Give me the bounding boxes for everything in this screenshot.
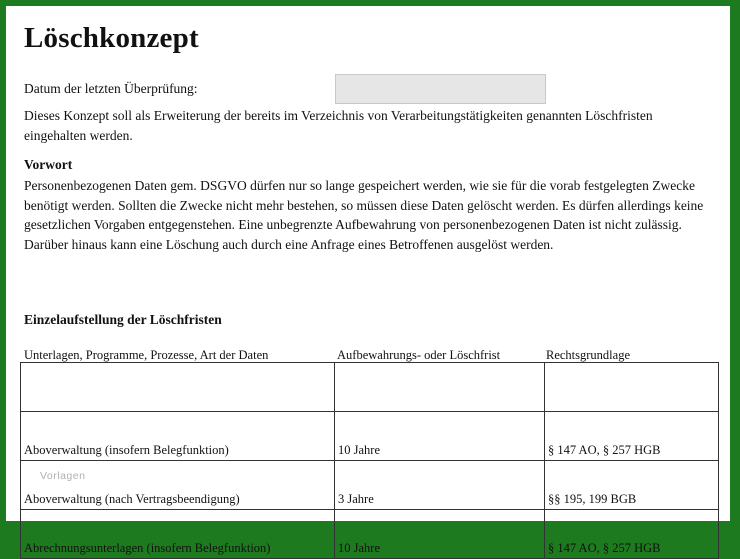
vorwort-heading: Vorwort bbox=[24, 157, 73, 172]
document-title: Löschkonzept bbox=[24, 22, 199, 54]
table-row bbox=[21, 461, 719, 510]
table-cell-period bbox=[335, 363, 545, 412]
watermark-text: Vorlagen bbox=[40, 470, 86, 482]
table-cell-period: 3 Jahre bbox=[335, 461, 545, 510]
table-cell-basis: § 147 AO, § 257 HGB bbox=[545, 412, 719, 461]
einzelaufstellung-heading: Einzelaufstellung der Löschfristen bbox=[24, 312, 222, 327]
column-header-retention: Aufbewahrungs- oder Löschfrist bbox=[337, 348, 501, 362]
table-row bbox=[21, 363, 719, 412]
table-row bbox=[21, 412, 719, 461]
table-cell-basis bbox=[545, 363, 719, 412]
table-row bbox=[21, 510, 719, 559]
table-cell-item bbox=[21, 363, 335, 412]
document-page bbox=[6, 6, 730, 555]
date-input-field[interactable] bbox=[335, 74, 546, 104]
date-label: Datum der letzten Überprüfung: bbox=[24, 81, 198, 96]
table-cell-item: Aboverwaltung (nach Vertragsbeendigung) bbox=[21, 461, 335, 510]
vorwort-paragraph: Personenbezogenen Daten gem. DSGVO dürfen nur so lange gespeichert werden, wie sie für die vorab festgelegten Zwecke benötigt werden. Sollten die Zwecke nicht mehr bestehen, so müssen diese Daten gelöscht werden. Es dürfen allerdings keine gesetzlichen Vorgaben entgegenstehen. Eine unbegrenzte Aufbewahrung von personenbezogenen Daten ist nicht zulässig. Darüber hinaus kann eine Löschung auch durch eine Anfrage eines Betroffenen ausgelöst werden. bbox=[24, 178, 704, 252]
table-cell-basis: §§ 195, 199 BGB bbox=[545, 461, 719, 510]
table-cell-basis: § 147 AO, § 257 HGB bbox=[545, 510, 719, 559]
column-header-legal-basis: Rechtsgrundlage bbox=[546, 348, 631, 362]
table-cell-period: 10 Jahre bbox=[335, 510, 545, 559]
table-cell-item: Aboverwaltung (insofern Belegfunktion) bbox=[21, 412, 335, 461]
table-cell-period: 10 Jahre bbox=[335, 412, 545, 461]
table-cell-item: Abrechnungsunterlagen (insofern Belegfunktion) bbox=[21, 510, 335, 559]
column-header-documents: Unterlagen, Programme, Prozesse, Art der Daten bbox=[24, 348, 269, 362]
retention-table bbox=[20, 362, 719, 559]
intro-paragraph: Dieses Konzept soll als Erweiterung der bereits im Verzeichnis von Verarbeitungstätigkeiten genannten Löschfristen eingehalten werden. bbox=[24, 108, 653, 143]
